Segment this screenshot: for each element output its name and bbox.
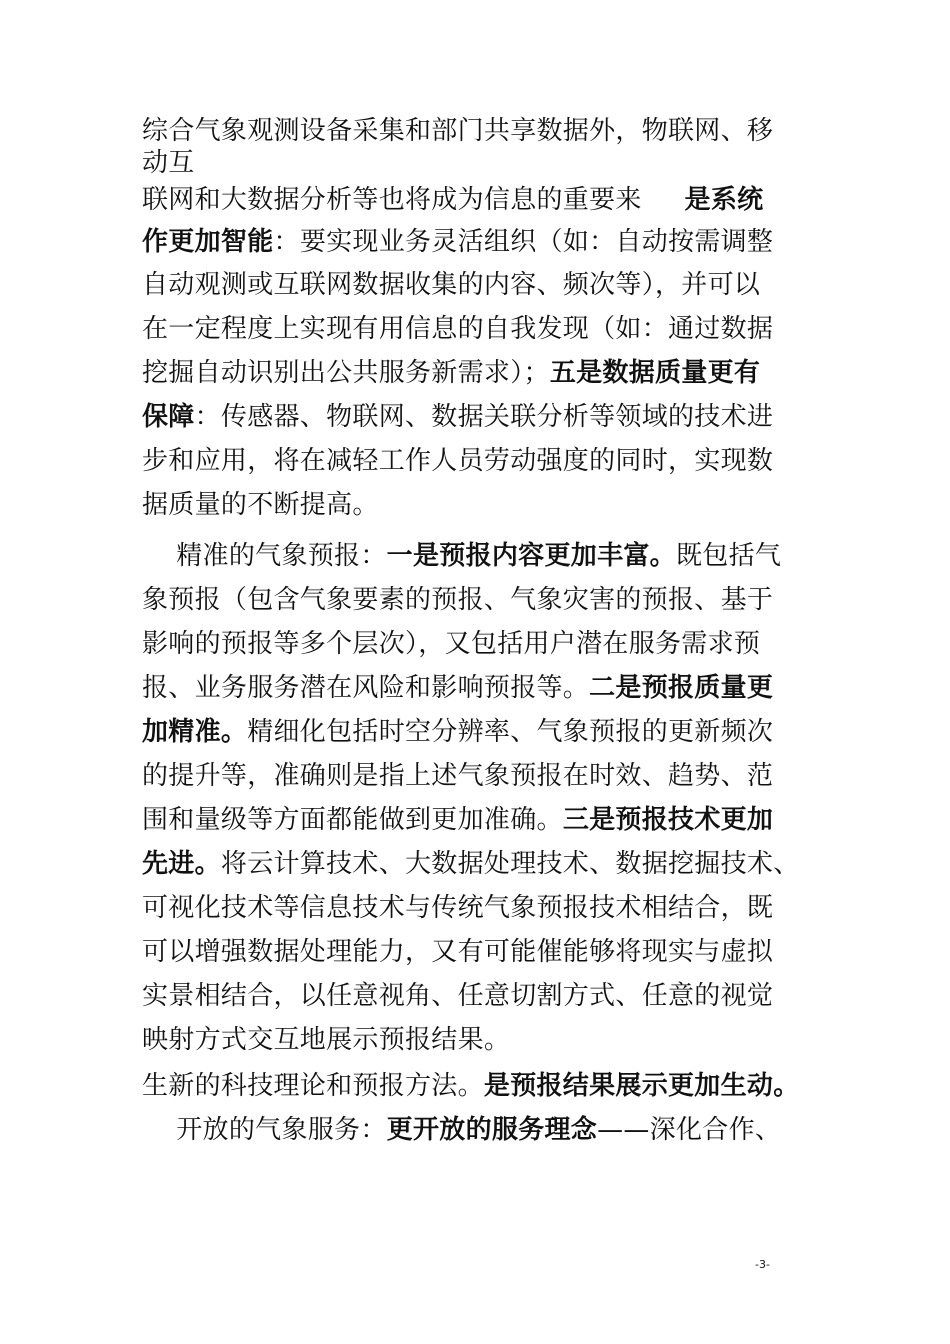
text-segment: 自动观测或互联网数据收集的内容、频次等），并可以 [142,270,761,300]
text-line [142,760,773,792]
bold-text: 五是数据质量更有 [549,358,761,388]
text-segment: 联网和大数据分析等也将成为信息的重要来 [142,185,642,215]
text-line [142,357,760,389]
text-line [142,628,760,660]
bold-text: 更开放的服务理念 [386,1115,598,1145]
text-segment: 据质量的不断提高。 [142,490,379,520]
text-segment: 可以增强数据处理能力，又有可能催能够将现实与虚拟 [142,937,774,967]
text-line [142,401,773,433]
bold-text: 三是预报技术更加 [562,805,774,835]
text-line [142,313,773,345]
bold-text: 一是预报内容更加丰富。 [386,541,676,571]
text-line [142,980,773,1012]
page-number: -3- [755,1258,770,1271]
text-line [142,1024,510,1056]
text-segment: 将云计算技术、大数据处理技术、数据挖掘技术、 [220,849,800,879]
bold-text: 是预报结果展示更加生动。 [483,1071,800,1101]
text-line [142,1114,781,1146]
text-segment: ：传感器、物联网、数据关联分析等领域的技术进 [194,402,774,432]
text-segment: 影响的预报等多个层次），又包括用户潜在服务需求预 [142,629,761,659]
text-line [142,147,195,179]
text-segment: 围和量级等方面都能做到更加准确。 [142,805,563,835]
text-segment: 既包括气 [675,541,782,571]
text-line [142,936,773,968]
text-segment: ——深化合作、 [597,1115,782,1145]
bold-text: 保障 [142,402,195,432]
text-line [142,226,773,258]
text-segment: ：要实现业务灵活组织（如：自动按需调整 [273,227,774,257]
text-line [142,804,773,836]
text-segment: 动互 [142,148,195,178]
text-segment: 的提升等，准确则是指上述气象预报在时效、趋势、范 [142,761,774,791]
text-segment: 生新的科技理论和预报方法。 [142,1071,484,1101]
text-line [142,716,773,748]
text-line [142,848,800,880]
text-segment: 在一定程度上实现有用信息的自我发现（如：通过数据 [142,314,774,344]
text-line [142,184,763,216]
text-segment: 可视化技术等信息技术与传统气象预报技术相结合，既 [142,893,774,923]
text-segment [642,185,685,215]
bold-text: 二是预报质量更 [589,673,774,703]
text-segment: 精细化包括时空分辨率、气象预报的更新频次 [247,717,774,747]
text-segment: 精准的气象预报： [142,541,387,571]
text-line [142,269,760,301]
text-segment: 映射方式交互地展示预报结果。 [142,1025,511,1055]
text-line [142,540,781,572]
bold-text: 先进。 [142,849,221,879]
text-line [142,1070,800,1102]
bold-text: 作更加智能 [142,227,274,257]
text-line [142,892,773,924]
text-line [142,672,773,704]
text-line [142,445,773,477]
text-segment: 报、业务服务潜在风险和影响预报等。 [142,673,590,703]
text-segment: 象预报（包含气象要素的预报、气象灾害的预报、基于 [142,585,774,615]
text-segment: 实景相结合，以任意视角、任意切割方式、任意的视觉 [142,981,774,1011]
text-segment: 综合气象观测设备采集和部门共享数据外，物联网、移 [142,116,774,146]
text-segment: 挖掘自动识别出公共服务新需求）； [142,358,550,388]
text-segment: 开放的气象服务： [142,1115,387,1145]
text-line [142,489,379,521]
bold-text: 加精准。 [142,717,248,747]
text-line [142,584,773,616]
text-line [142,115,773,147]
text-segment: 步和应用，将在减轻工作人员劳动强度的同时，实现数 [142,446,774,476]
bold-text: 是系统 [684,185,764,215]
